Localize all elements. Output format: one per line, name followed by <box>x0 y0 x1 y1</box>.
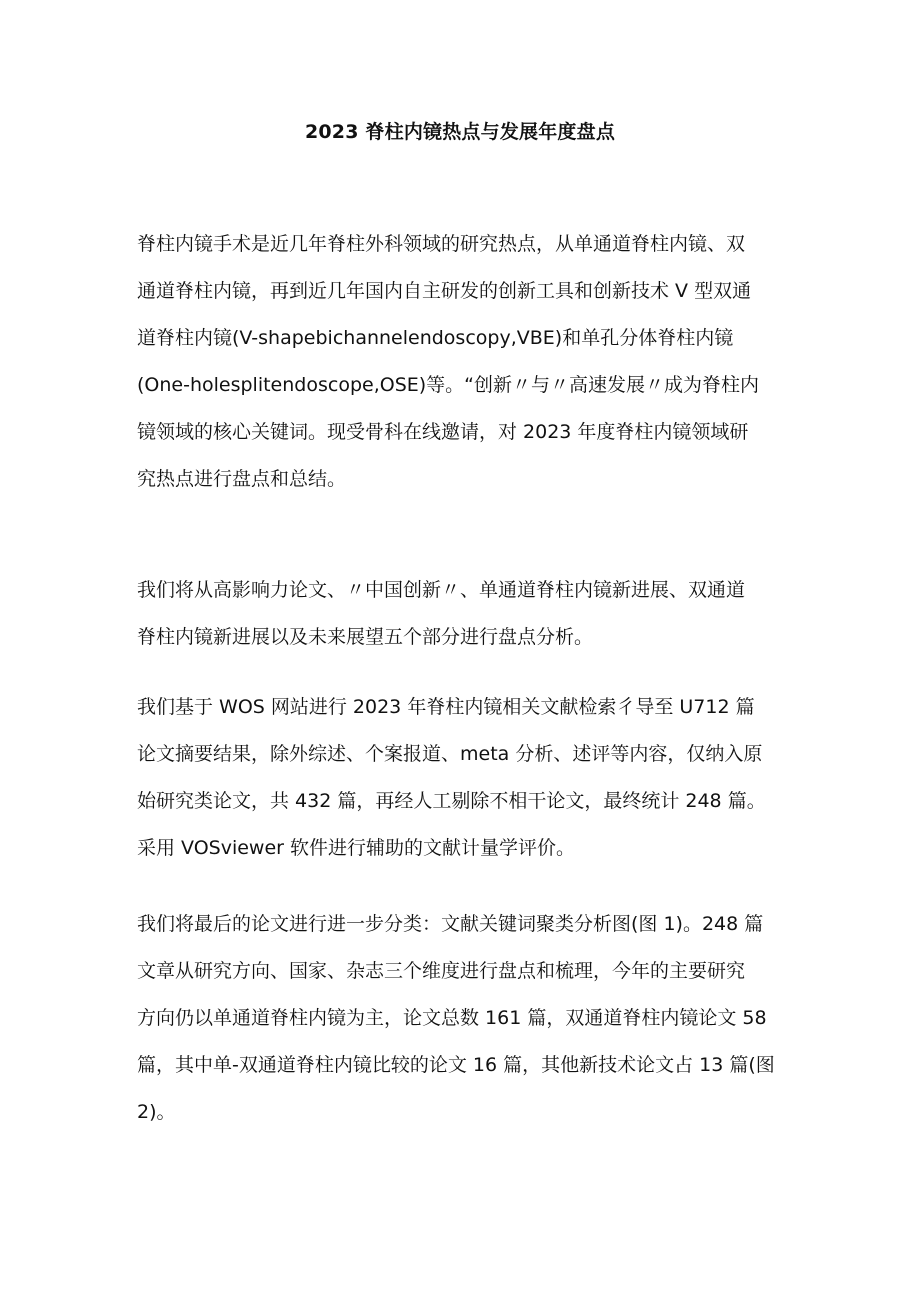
paragraph-line: 2)。 <box>137 1101 176 1123</box>
paragraph-line: (One-holesplitendoscope,OSE)等。“创新〃与〃高速发展〃成为脊柱内 <box>137 374 760 396</box>
document-title: 2023 脊柱内镜热点与发展年度盘点 <box>304 121 616 143</box>
paragraph-classification <box>137 901 797 1136</box>
paragraph-line: 采用 VOSviewer 软件进行辅助的文献计量学评价。 <box>137 837 576 859</box>
paragraph-line: 我们基于 WOS 网站进行 2023 年脊柱内镜相关文献检索彳导至 U712 篇 <box>137 696 755 718</box>
paragraph-line: 脊柱内镜新进展以及未来展望五个部分进行盘点分析。 <box>137 626 594 648</box>
paragraph-line: 通道脊柱内镜，再到近几年国内自主研发的创新工具和创新技术 V 型双通 <box>137 280 752 302</box>
paragraph-line: 文章从研究方向、国家、杂志三个维度进行盘点和梳理，今年的主要研究 <box>137 960 746 982</box>
paragraph-methods <box>137 684 797 872</box>
paragraph-line: 镜领域的核心关键词。现受骨科在线邀请，对 2023 年度脊柱内镜领域研 <box>137 421 749 443</box>
paragraph-outline <box>137 567 797 661</box>
paragraph-line: 始研究类论文，共 432 篇，再经人工剔除不相干论文，最终统计 248 篇。 <box>137 790 766 812</box>
paragraph-line: 方向仍以单通道脊柱内镜为主，论文总数 161 篇，双通道脊柱内镜论文 58 <box>137 1007 767 1029</box>
paragraph-intro <box>137 221 797 503</box>
paragraph-line: 脊柱内镜手术是近几年脊柱外科领域的研究热点，从单通道脊柱内镜、双 <box>137 233 746 255</box>
paragraph-line: 篇，其中单-双通道脊柱内镜比较的论文 16 篇，其他新技术论文占 13 篇(图 <box>137 1054 775 1076</box>
paragraph-line: 论文摘要结果，除外综述、个案报道、meta 分析、述评等内容，仅纳入原 <box>137 743 763 765</box>
paragraph-line: 我们将从高影响力论文、〃中国创新〃、单通道脊柱内镜新进展、双通道 <box>137 579 746 601</box>
paragraph-line: 道脊柱内镜(V-shapebichannelendoscopy,VBE)和单孔分体脊柱内镜 <box>137 327 734 349</box>
paragraph-line: 究热点进行盘点和总结。 <box>137 468 347 490</box>
paragraph-line: 我们将最后的论文进行进一步分类：文献关键词聚类分析图(图 1)。248 篇 <box>137 913 764 935</box>
